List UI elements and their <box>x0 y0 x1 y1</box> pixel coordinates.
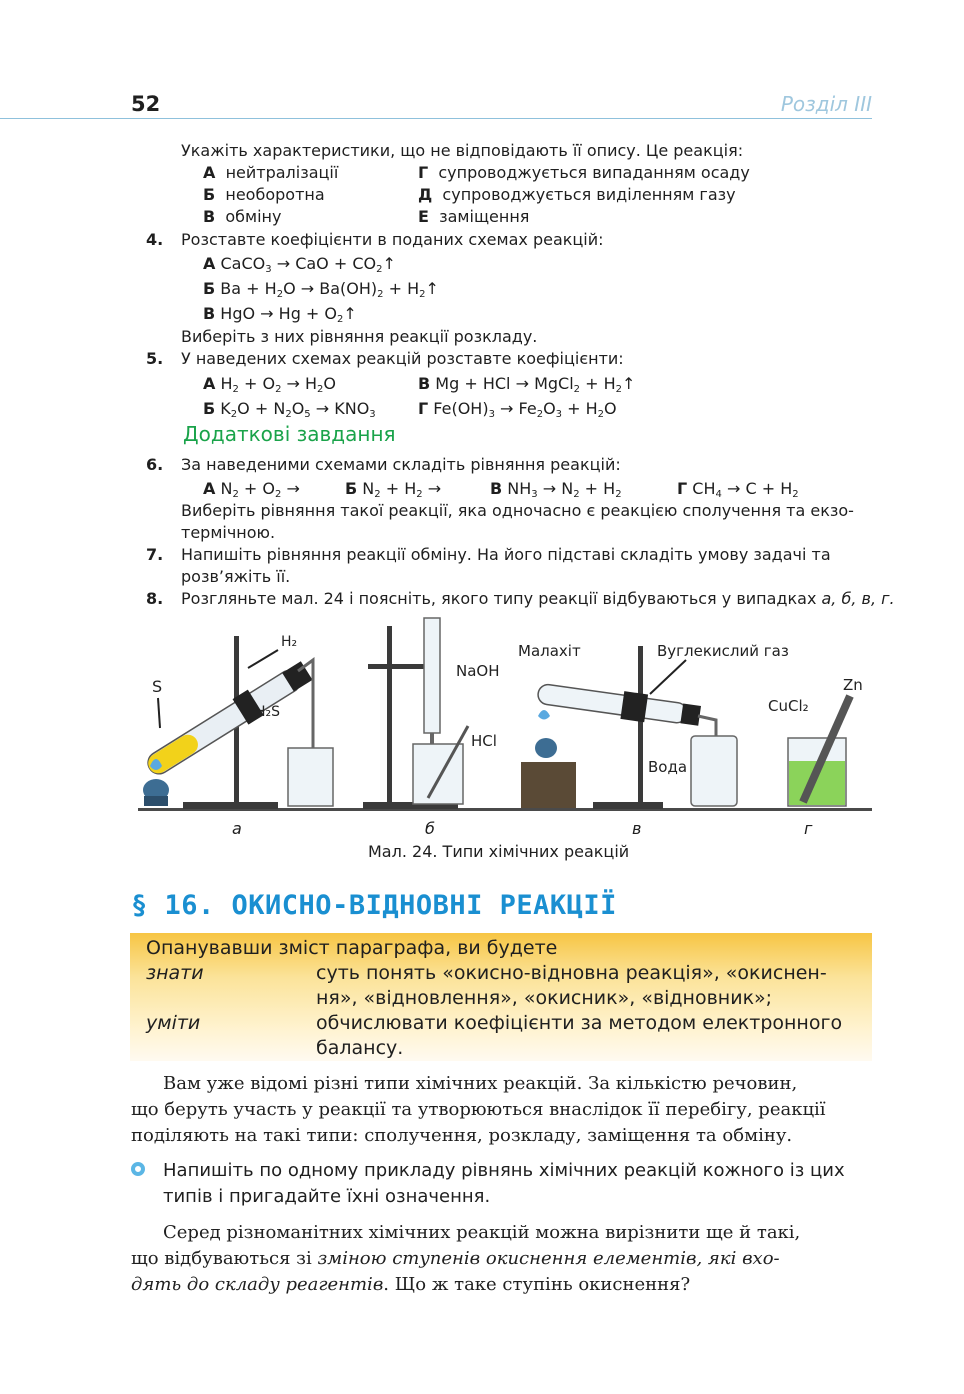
label-cucl2: CuCl₂ <box>768 697 809 715</box>
option-b <box>203 184 325 206</box>
option-text: заміщення <box>439 207 530 226</box>
task-text-main: Розгляньте мал. 24 і поясніть, якого типу реакції відбуваються у випадках <box>181 589 817 608</box>
option-a <box>203 162 338 184</box>
option-v <box>203 206 281 228</box>
stand-base-c <box>593 802 663 809</box>
eq-letter: В <box>203 304 216 323</box>
text-run: . Що ж таке ступінь окиснення? <box>383 1274 691 1295</box>
section-title: § 16. ОКИСНО-ВІДНОВНІ РЕАКЦІЇ <box>131 890 617 921</box>
option-text: необоротна <box>225 185 325 204</box>
pointer-s <box>158 698 160 728</box>
can-text-1: обчислювати коефіцієнти за методом електронного <box>316 1012 843 1034</box>
eq-letter: Г <box>677 479 688 498</box>
eq-formula: CaCO$_3$ → CaO + $CO_2↑$ <box>220 254 396 275</box>
option-text: нейтралізації <box>225 163 339 182</box>
equation <box>203 478 300 500</box>
equation <box>203 373 336 395</box>
option-text: супроводжується виділенням газу <box>442 185 736 204</box>
task-text: розв’яжіть її. <box>181 567 291 586</box>
label-h2: H₂ <box>281 634 298 650</box>
stand-rod-b <box>387 626 392 804</box>
wood-block <box>521 762 576 808</box>
paragraph-line: що беруть участь у реакції та утворюються внаслідок її перебігу, реакції <box>131 1099 826 1120</box>
stand-rod-c <box>638 646 643 804</box>
eq-formula: $CH_4 \to C + H_2$ <box>692 479 799 500</box>
task-text <box>181 588 895 610</box>
label-h2s: H₂S <box>255 704 281 720</box>
question-bullet-icon <box>131 1162 145 1176</box>
sublabel-b: б <box>425 819 435 838</box>
task-letters: а, б, в, г. <box>821 589 895 608</box>
extra-tasks-heading: Додаткові завдання <box>183 422 396 446</box>
option-d <box>418 184 736 206</box>
stand-base <box>183 802 278 809</box>
eq-letter: В <box>490 479 503 498</box>
option-letter: Д <box>418 185 433 204</box>
option-letter: А <box>203 163 216 182</box>
eq-letter: Г <box>418 399 429 418</box>
task-text: Виберіть рівняння такої реакції, яка одночасно є реакцією сполучення та екзо- <box>181 501 854 520</box>
task-text: У наведених схемах реакцій розставте коефіцієнти: <box>181 349 624 368</box>
beaker-b <box>413 744 463 804</box>
label-co2: Вуглекислий газ <box>657 642 789 660</box>
task-number: 7. <box>146 545 164 564</box>
question-line: Напишіть по одному прикладу рівнянь хімічних реакцій кожного із цих <box>163 1160 845 1181</box>
task-text: Розставте коефіцієнти в поданих схемах реакцій: <box>181 230 604 249</box>
eq-formula: Mg + HCl → MgCl$_2$ + $H_2↑$ <box>435 374 636 395</box>
eq-letter: Б <box>203 399 216 418</box>
paragraph-line: поділяють на такі типи: сполучення, розкладу, заміщення та обміну. <box>131 1125 793 1146</box>
eq-formula: $H_2 + O_2 \to H_2O$ <box>220 374 337 395</box>
paragraph-line <box>131 1272 690 1298</box>
question-line: типів і пригадайте їхні означення. <box>163 1186 491 1207</box>
box-intro: Опанувавши зміст параграфа, ви будете <box>146 937 558 959</box>
know-text-1: суть понять «окисно-відновна реакція», «окиснен- <box>316 962 827 984</box>
option-text: супроводжується випаданням осаду <box>438 163 750 182</box>
eq-letter: А <box>203 374 216 393</box>
paragraph-line: Серед різноманітних хімічних реакцій можна вирізнити ще й такі, <box>163 1222 801 1243</box>
equation <box>345 478 441 500</box>
task-number: 6. <box>146 455 164 474</box>
sublabel-a: а <box>232 819 242 838</box>
eq-formula: $N_2 + H_2$ → <box>362 479 442 500</box>
know-text-2: ня», «відновлення», «окисник», «відновник»; <box>316 987 773 1009</box>
option-letter: Г <box>418 163 429 182</box>
equation <box>203 278 439 300</box>
option-text: обміну <box>225 207 282 226</box>
task-number: 8. <box>146 589 164 608</box>
eq-formula: $N_2 + O_2$ → <box>220 479 300 500</box>
flame-c <box>538 710 550 720</box>
sublabel-g: г <box>804 819 813 838</box>
pointer-h2 <box>248 650 278 668</box>
emphasis-run: дять до складу реагентів <box>131 1274 384 1295</box>
paragraph-line <box>131 1246 780 1272</box>
equation <box>203 303 357 325</box>
label-naoh: NaOH <box>456 662 500 680</box>
equation <box>203 398 376 420</box>
eq-formula: $Fe(OH)_3 \to Fe_2O_3 + H_2O$ <box>433 399 617 420</box>
know-label: знати <box>146 962 204 984</box>
can-label: уміти <box>146 1012 201 1034</box>
eq-letter: В <box>418 374 431 393</box>
task-text: термічною. <box>181 523 276 542</box>
option-g <box>418 162 750 184</box>
test-tube-c <box>536 679 701 729</box>
equation <box>677 478 799 500</box>
equation <box>490 478 622 500</box>
paragraph-line: Вам уже відомі різні типи хімічних реакцій. За кількістю речовин, <box>163 1073 798 1094</box>
label-malachite: Малахіт <box>518 642 581 660</box>
equation <box>203 253 396 275</box>
task-number: 4. <box>146 230 164 249</box>
eq-formula: HgO → $Hg + O_2↑$ <box>220 304 357 325</box>
eq-letter: Б <box>203 279 216 298</box>
equation <box>418 373 635 395</box>
option-e <box>418 206 529 228</box>
option-letter: В <box>203 207 216 226</box>
label-s: S <box>152 677 163 696</box>
can-text-2: балансу. <box>316 1037 404 1059</box>
task-number: 5. <box>146 349 164 368</box>
page-number: 52 <box>131 92 161 116</box>
objectives-box <box>130 933 872 1061</box>
option-letter: Б <box>203 185 216 204</box>
emphasis-run: зміною ступенів окиснення елементів, які вхо- <box>317 1248 780 1269</box>
eq-formula: $Ba + H_2O \to Ba(OH)_2$ + $H_2↑$ <box>220 279 439 300</box>
burette <box>424 618 440 733</box>
label-hcl: HCl <box>471 732 497 750</box>
figure-24 <box>138 616 872 816</box>
section-header: Розділ III <box>780 92 872 116</box>
option-letter: Е <box>418 207 429 226</box>
burner-c <box>535 738 557 758</box>
eq-letter: Б <box>345 479 358 498</box>
eq-formula: $NH_3 \to N_2 + H_2$ <box>507 479 622 500</box>
label-water: Вода <box>648 758 688 776</box>
eq-letter: А <box>203 479 216 498</box>
header-divider <box>0 118 872 119</box>
task-text: Напишіть рівняння реакції обміну. На його підставі складіть умову задачі та <box>181 545 831 564</box>
label-zn: Zn <box>843 676 863 694</box>
text-run: що відбуваються зі <box>131 1248 318 1269</box>
jar-c <box>691 736 737 806</box>
eq-letter: А <box>203 254 216 273</box>
task-text: За наведеними схемами складіть рівняння реакцій: <box>181 455 621 474</box>
eq-formula: $K_2O + N_2O_5 \to KNO_3$ <box>220 399 376 420</box>
figure-caption: Мал. 24. Типи хімічних реакцій <box>368 842 630 861</box>
task-intro: Укажіть характеристики, що не відповідають її опису. Це реакція: <box>181 141 744 160</box>
beaker-a <box>288 748 333 806</box>
sublabel-v: в <box>632 819 642 838</box>
task-text: Виберіть з них рівняння реакції розкладу. <box>181 327 538 346</box>
equation <box>418 398 617 420</box>
